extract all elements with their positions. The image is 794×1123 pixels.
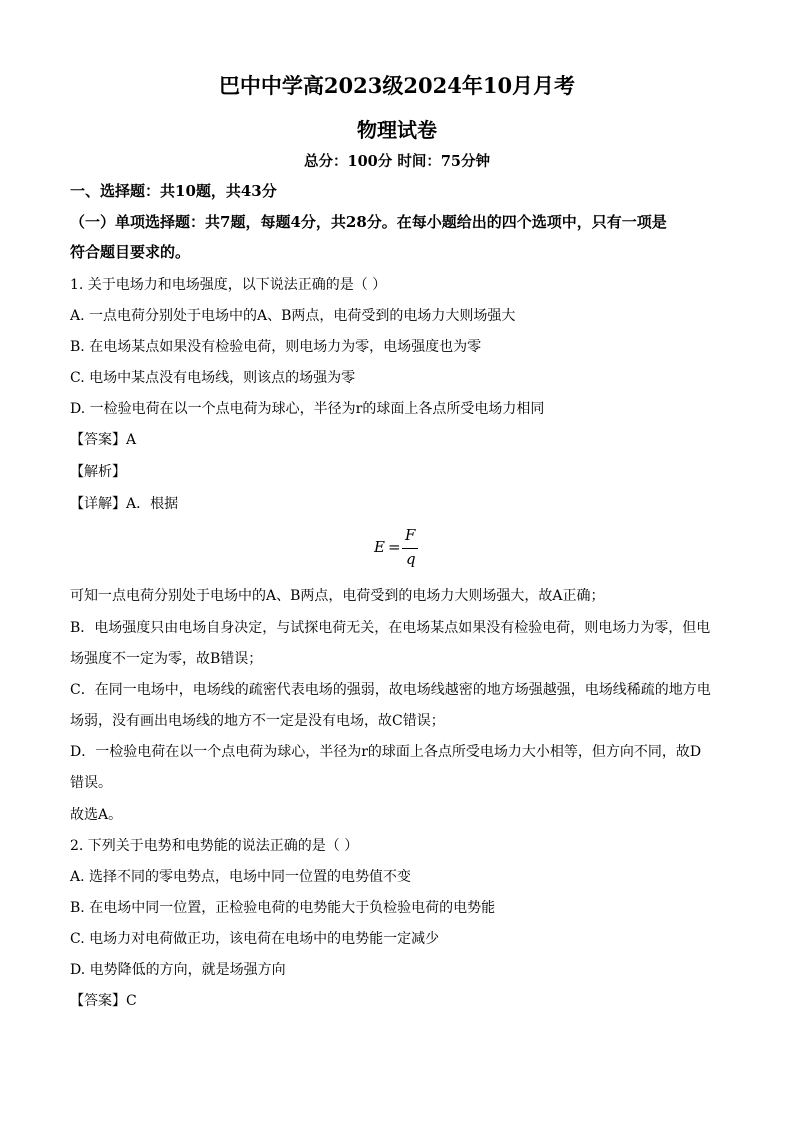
q1-explain-line: B．电场强度只由电场自身决定，与试探电荷无关，在电场某点如果没有检验电荷，则电场力为零，但电 — [70, 620, 711, 636]
q2-option-b: B. 在电场中同一位置，正检验电荷的电势能大于负检验电荷的电势能 — [70, 900, 496, 916]
q1-explain-line: 场弱，没有画出电场线的地方不一定是没有电场，故C错误； — [70, 713, 445, 729]
q2-option-a: A. 选择不同的零电势点，电场中同一位置的电势值不变 — [70, 869, 412, 885]
section-subtitle-line1: （一）单项选择题：共7题，每题4分，共28分。在每小题给出的四个选项中，只有一项是 — [70, 213, 667, 231]
q1-option-b: B. 在电场某点如果没有检验电荷，则电场力为零，电场强度也为零 — [70, 339, 482, 355]
q1-option-c: C. 电场中某点没有电场线，则该点的场强为零 — [70, 370, 356, 386]
fraction-bar — [402, 548, 418, 549]
exam-title: 巴中中学高2023级2024年10月月考 — [218, 73, 576, 98]
q2-option-c: C. 电场力对电荷做正功，该电荷在电场中的电势能一定减少 — [70, 931, 440, 947]
q1-conclusion: 故选A。 — [70, 807, 123, 823]
q1-stem: 1. 关于电场力和电场强度，以下说法正确的是（ ） — [70, 277, 387, 293]
q2-answer: 【答案】C — [70, 993, 137, 1009]
exam-subject: 物理试卷 — [357, 118, 437, 142]
q1-detail-label: 【详解】A．根据 — [70, 496, 179, 512]
q1-explain-line: C．在同一电场中，电场线的疏密代表电场的强弱，故电场线越密的地方场强越强，电场线稀疏的地方电 — [70, 682, 711, 698]
q1-explain-line: 场强度不一定为零，故B错误； — [70, 651, 263, 667]
formula-denominator: q — [406, 550, 416, 568]
q1-option-d: D. 一检验电荷在以一个点电荷为球心，半径为r的球面上各点所受电场力相同 — [70, 401, 545, 417]
section-subtitle-line2: 符合题目要求的。 — [70, 243, 191, 261]
formula-equals: = — [388, 538, 401, 556]
section-title: 一、选择题：共10题，共43分 — [70, 182, 277, 200]
q1-explain-line: 错误。 — [70, 775, 112, 791]
q1-analysis-label: 【解析】 — [70, 464, 126, 480]
q1-answer: 【答案】A — [70, 432, 137, 448]
q2-option-d: D. 电势降低的方向，就是场强方向 — [70, 962, 286, 978]
formula-numerator: F — [405, 526, 416, 544]
q1-option-a: A. 一点电荷分别处于电场中的A、B两点，电荷受到的电场力大则场强大 — [70, 308, 516, 324]
q1-explain-line: 可知一点电荷分别处于电场中的A、B两点，电荷受到的电场力大则场强大，故A正确； — [70, 588, 605, 604]
q2-stem: 2. 下列关于电势和电势能的说法正确的是（ ） — [70, 838, 359, 854]
exam-info: 总分：100分 时间：75分钟 — [304, 153, 490, 170]
formula-lhs: E — [374, 538, 385, 556]
formula-e-equals-f-over-q — [374, 526, 434, 570]
q1-explain-line: D．一检验电荷在以一个点电荷为球心，半径为r的球面上各点所受电场力大小相等，但方向不同，故D — [70, 744, 702, 760]
